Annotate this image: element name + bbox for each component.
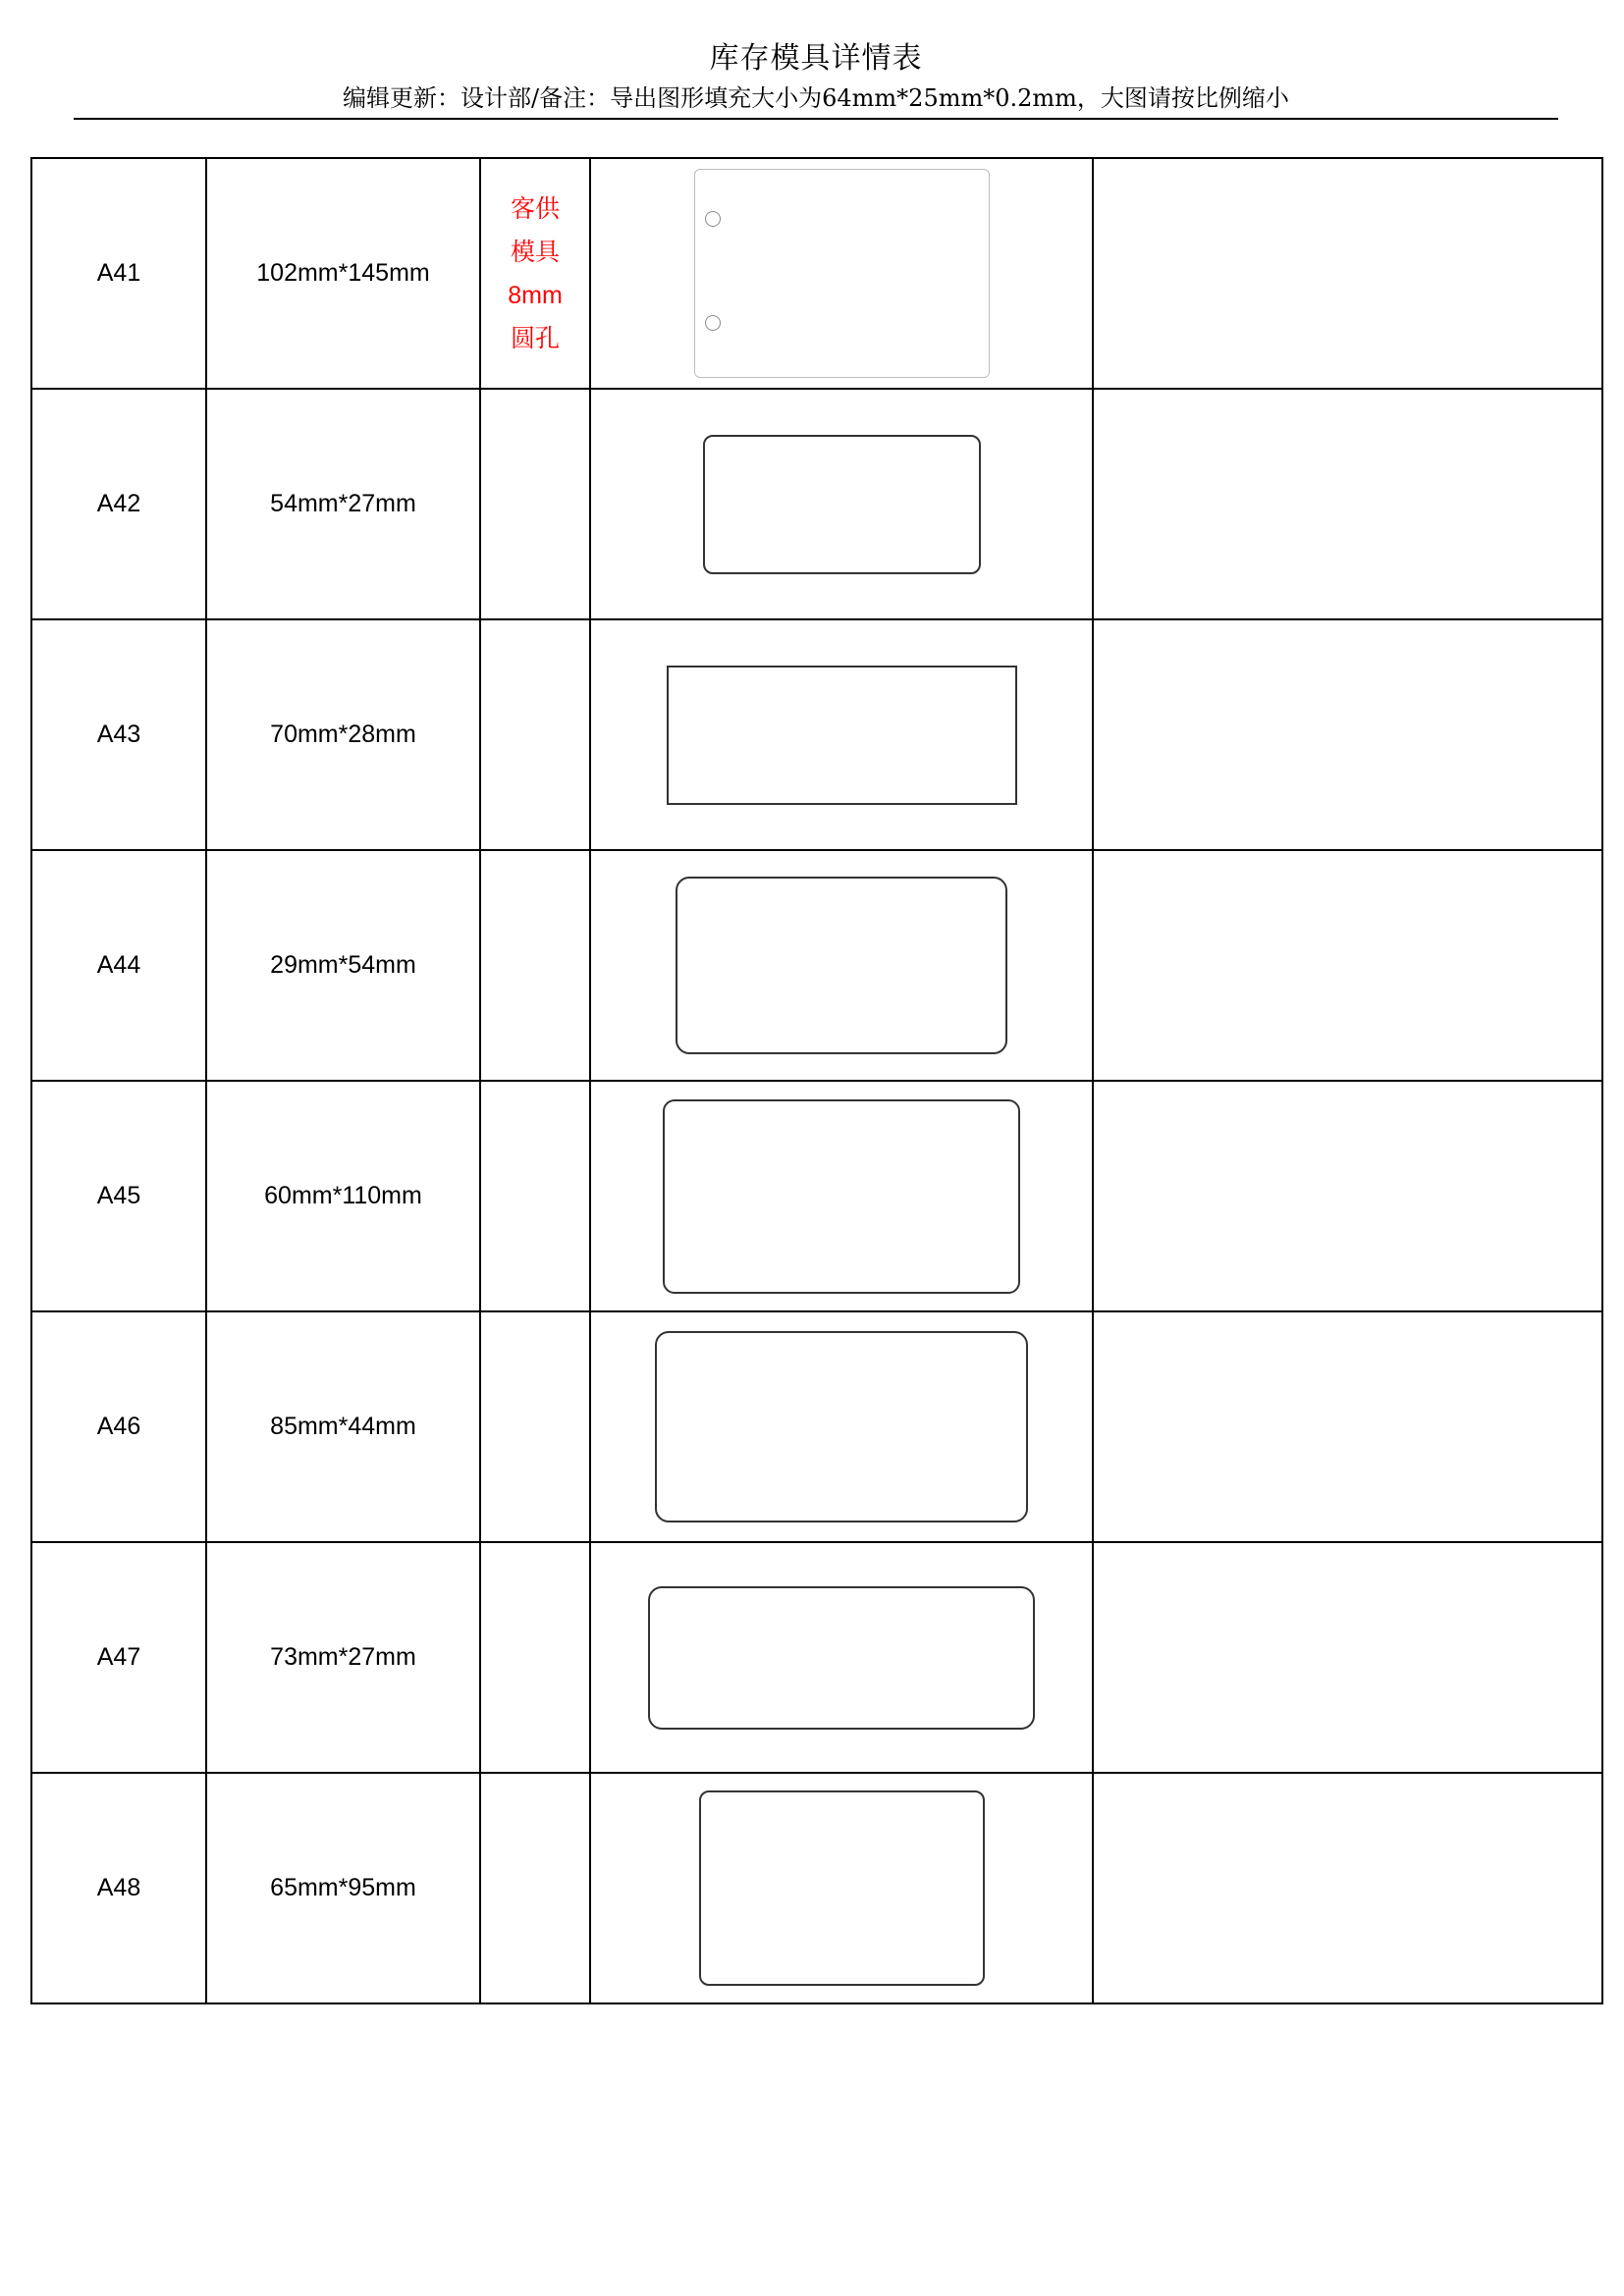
document-subtitle: 编辑更新：设计部/备注：导出图形填充大小为64mm*25mm*0.2mm，大图请按比例缩小	[343, 84, 1289, 112]
mold-note	[480, 1081, 590, 1311]
page-header	[74, 35, 1558, 114]
mold-note	[480, 1311, 590, 1542]
mold-shape-cell	[590, 1542, 1093, 1773]
mold-shape-cell	[590, 1773, 1093, 2003]
document-title: 库存模具详情表	[709, 41, 923, 76]
mold-size: 70mm*28mm	[206, 619, 480, 850]
mold-code: A47	[31, 1542, 206, 1773]
mold-size: 85mm*44mm	[206, 1311, 480, 1542]
mold-extra	[1093, 158, 1602, 389]
punch-hole	[705, 211, 721, 227]
table-row	[31, 1542, 1602, 1773]
mold-code: A41	[31, 158, 206, 389]
table-row	[31, 389, 1602, 619]
mold-extra	[1093, 850, 1602, 1081]
header-divider	[74, 118, 1558, 120]
mold-note	[480, 389, 590, 619]
mold-shape-outline	[694, 169, 990, 378]
mold-code: A45	[31, 1081, 206, 1311]
mold-note	[480, 1773, 590, 2003]
mold-extra	[1093, 619, 1602, 850]
mold-extra	[1093, 1311, 1602, 1542]
mold-size: 60mm*110mm	[206, 1081, 480, 1311]
mold-note	[480, 619, 590, 850]
mold-size: 29mm*54mm	[206, 850, 480, 1081]
mold-table	[30, 157, 1603, 2004]
mold-shape-outline	[703, 435, 981, 574]
mold-extra	[1093, 389, 1602, 619]
mold-code: A43	[31, 619, 206, 850]
mold-code: A42	[31, 389, 206, 619]
mold-code: A44	[31, 850, 206, 1081]
mold-shape-cell	[590, 1081, 1093, 1311]
mold-note	[480, 850, 590, 1081]
mold-shape-outline	[676, 877, 1007, 1054]
table-row	[31, 1311, 1602, 1542]
mold-shape-outline	[655, 1331, 1028, 1522]
mold-note: 客供 模具 8mm 圆孔	[480, 158, 590, 389]
mold-size: 73mm*27mm	[206, 1542, 480, 1773]
mold-extra	[1093, 1773, 1602, 2003]
mold-code: A46	[31, 1311, 206, 1542]
mold-shape-cell	[590, 619, 1093, 850]
mold-shape-outline	[667, 666, 1017, 805]
table-row	[31, 1773, 1602, 2003]
mold-shape-outline	[663, 1099, 1020, 1294]
table-row	[31, 619, 1602, 850]
mold-shape-cell	[590, 158, 1093, 389]
mold-size: 54mm*27mm	[206, 389, 480, 619]
mold-size: 65mm*95mm	[206, 1773, 480, 2003]
mold-shape-cell	[590, 850, 1093, 1081]
mold-size: 102mm*145mm	[206, 158, 480, 389]
punch-hole	[705, 315, 721, 331]
mold-code: A48	[31, 1773, 206, 2003]
table-row	[31, 850, 1602, 1081]
mold-extra	[1093, 1542, 1602, 1773]
mold-extra	[1093, 1081, 1602, 1311]
mold-shape-cell	[590, 1311, 1093, 1542]
mold-shape-cell	[590, 389, 1093, 619]
mold-note	[480, 1542, 590, 1773]
table-row	[31, 1081, 1602, 1311]
mold-shape-outline	[699, 1790, 985, 1986]
mold-shape-outline	[648, 1586, 1035, 1730]
table-row	[31, 158, 1602, 389]
